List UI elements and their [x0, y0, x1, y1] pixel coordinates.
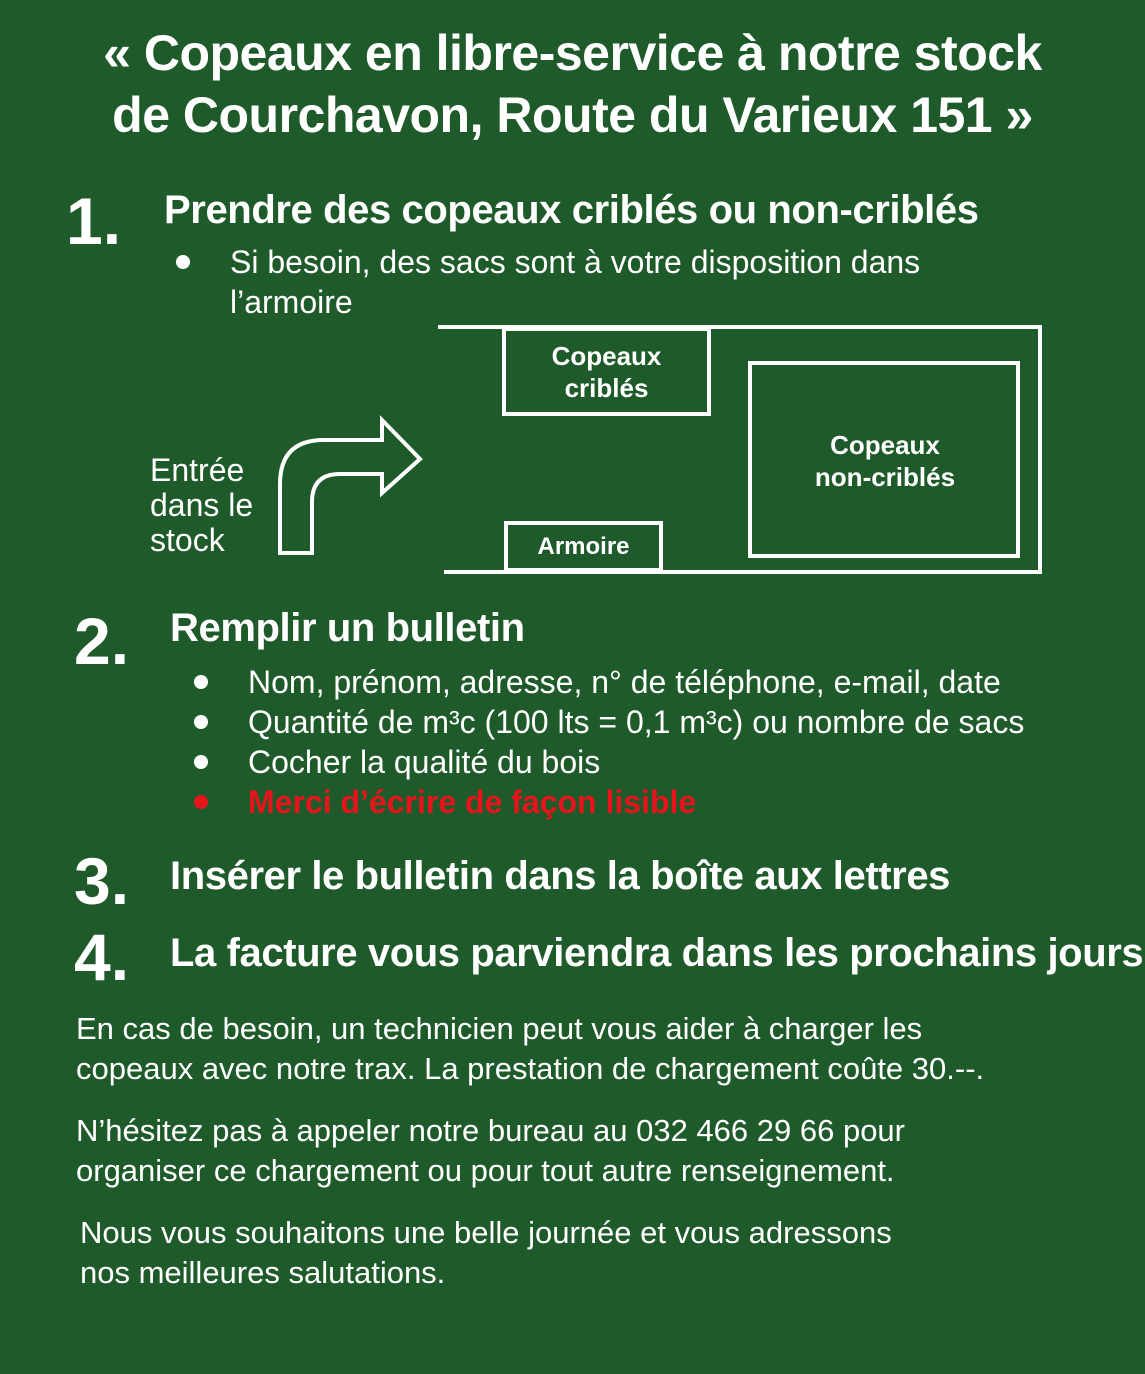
paragraph-line: copeaux avec notre trax. La prestation de chargement coûte 30.--.	[76, 1051, 985, 1086]
entrance-label-line: stock	[150, 522, 225, 558]
screened-label-line: criblés	[564, 373, 649, 403]
list-item	[194, 702, 1024, 742]
step-3-heading: Insérer le bulletin dans la boîte aux lettres	[170, 854, 951, 898]
entrance-arrow-icon	[280, 420, 420, 553]
paragraph-line: N’hésitez pas à appeler notre bureau au 032 466 29 66 pour	[76, 1113, 905, 1148]
paragraph-line: organiser ce chargement ou pour tout autre renseignement.	[76, 1153, 895, 1188]
closing-paragraph	[80, 1213, 892, 1293]
list-item	[194, 742, 1024, 782]
step-2-heading: Remplir un bulletin	[170, 606, 525, 650]
step-2-bullets	[194, 662, 1024, 822]
unscreened-label-line: non-criblés	[814, 462, 956, 492]
bullet-text: Quantité de m³c (100 lts = 0,1 m³c) ou nombre de sacs	[248, 704, 1025, 740]
bullet-text: Merci d’écrire de façon lisible	[248, 784, 697, 820]
step-4-number: 4.	[74, 920, 130, 994]
call-paragraph	[76, 1111, 905, 1191]
bullet-dot	[194, 675, 208, 689]
screened-label-line: Copeaux	[551, 341, 662, 371]
entrance-label	[150, 453, 253, 558]
bullet-dot	[194, 795, 208, 809]
step-3-number: 3.	[74, 844, 130, 918]
paragraph-line: nos meilleures salutations.	[80, 1255, 446, 1290]
title-line-2: de Courchavon, Route du Varieux 151 »	[112, 87, 1033, 143]
cabinet-label: Armoire	[537, 533, 630, 560]
unscreened-label-line: Copeaux	[830, 430, 940, 460]
step-1-number: 1.	[66, 184, 122, 258]
title-line-1: « Copeaux en libre-service à notre stock	[103, 25, 1042, 81]
bullet-text: Cocher la qualité du bois	[248, 744, 601, 780]
unscreened-chips-label	[752, 429, 1018, 493]
bullet-text: Nom, prénom, adresse, n° de téléphone, e-mail, date	[248, 664, 1001, 700]
list-item	[194, 662, 1024, 702]
step-4-heading: La facture vous parviendra dans les prochains jours	[170, 931, 1144, 975]
bullet-text: Si besoin, des sacs sont à votre disposition dans	[230, 244, 921, 280]
step-2-number: 2.	[74, 604, 130, 678]
bullet-text: l’armoire	[230, 284, 353, 320]
bullet-dot	[194, 715, 208, 729]
bullet-dot	[194, 755, 208, 769]
list-item-warning	[194, 782, 1024, 822]
paragraph-line: En cas de besoin, un technicien peut vous aider à charger les	[76, 1011, 923, 1046]
paragraph-line: Nous vous souhaitons une belle journée et vous adressons	[80, 1215, 892, 1250]
entrance-label-line: Entrée	[150, 452, 245, 488]
step-1-heading: Prendre des copeaux criblés ou non-criblés	[164, 188, 979, 232]
entrance-label-line: dans le	[150, 487, 254, 523]
screened-chips-label	[506, 340, 707, 404]
help-paragraph	[76, 1009, 984, 1089]
